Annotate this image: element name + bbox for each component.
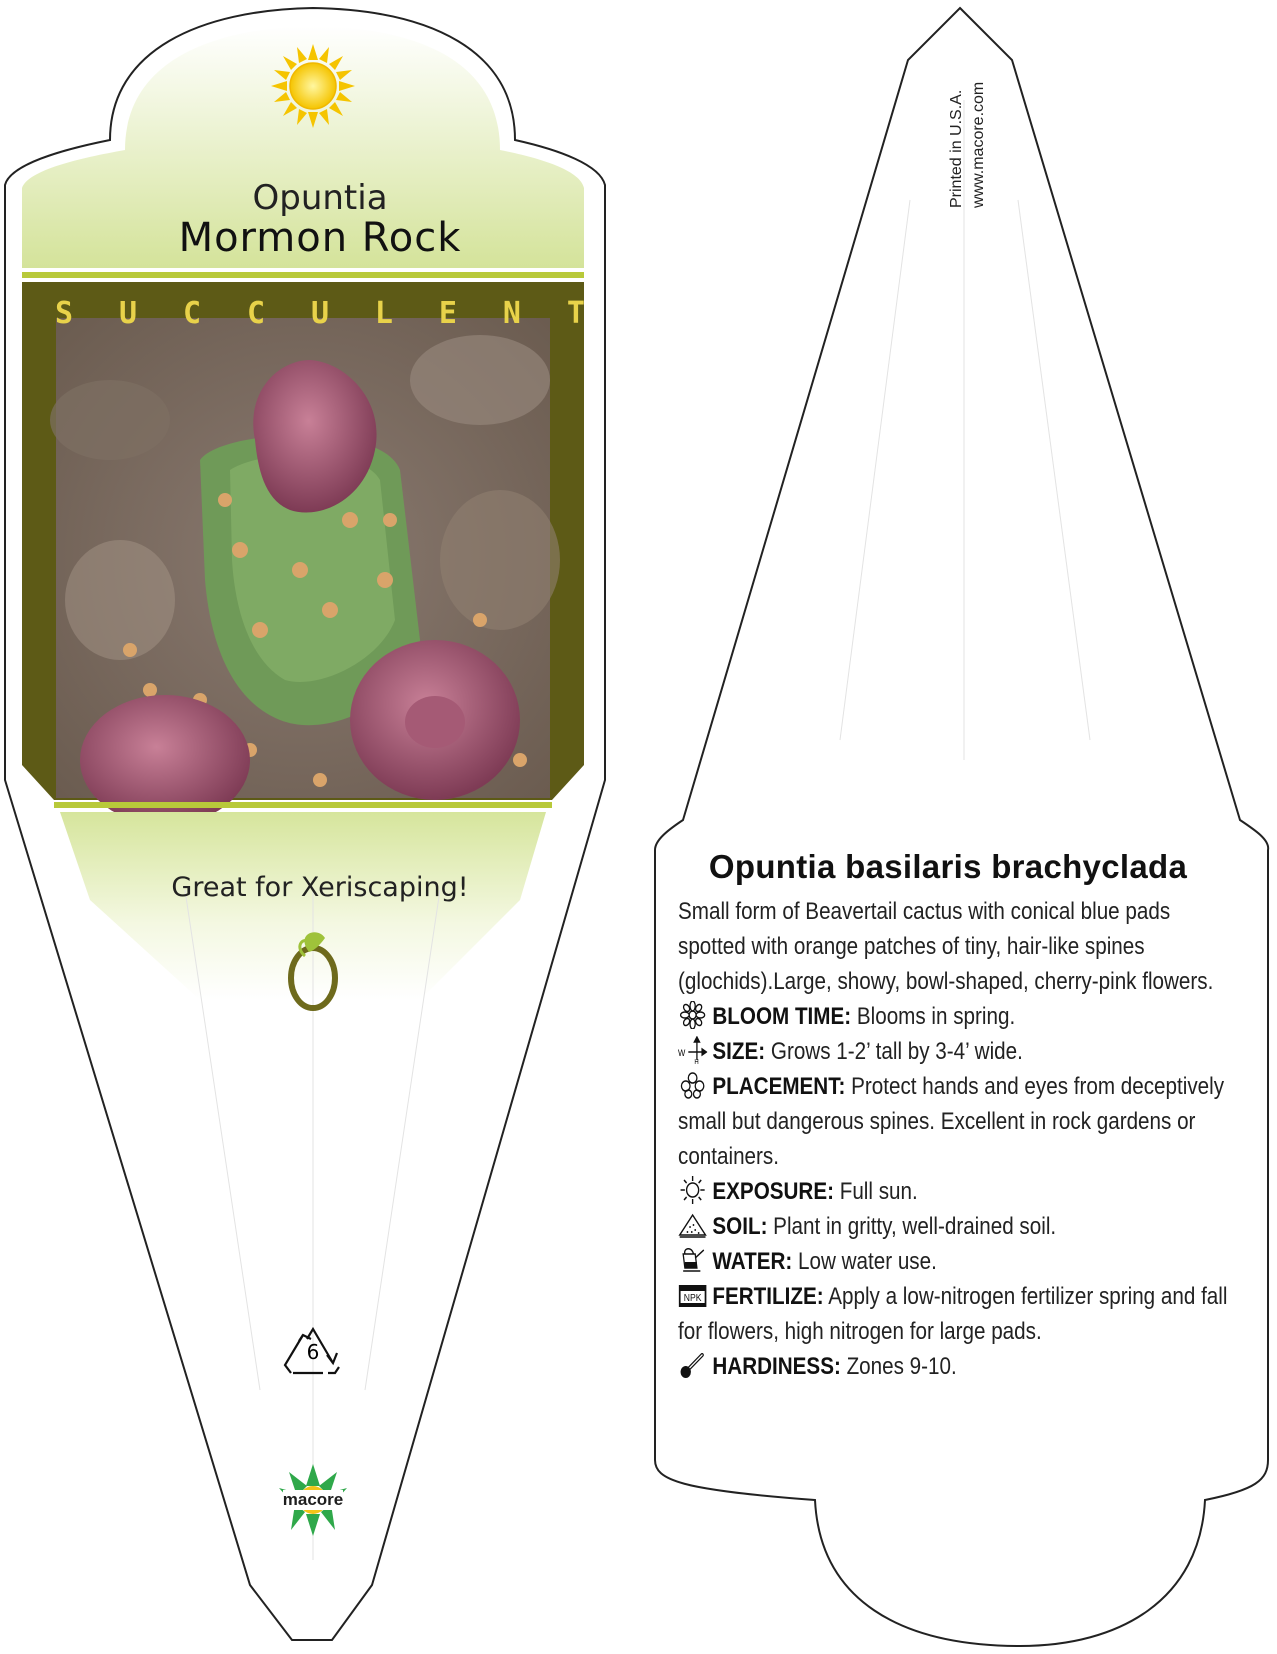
svg-text:NPK: NPK [683, 1292, 702, 1304]
attr-text: Apply a low-nitrogen fertilizer spring and fall for flowers, high nitrogen for large pads. [678, 1283, 1228, 1345]
flower-icon [678, 1001, 707, 1029]
attr-bloom [678, 999, 1237, 1034]
website: www.macore.com [970, 81, 987, 208]
svg-text:H: H [694, 1058, 699, 1064]
category-letter: U [118, 296, 138, 331]
category-letter: L [374, 296, 393, 331]
description: Small form of Beavertail cactus with conical blue pads spotted with orange patches of tiny, hair-like spines (glochids).Large, showy, bowl-shaped, cherry-pink flowers. [678, 898, 1214, 995]
printed-in: Printed in U.S.A. [948, 89, 965, 208]
watering-can-icon [678, 1246, 707, 1274]
attr-text: Plant in gritty, well-drained soil. [773, 1213, 1057, 1240]
attr-label: SIZE: [712, 1038, 766, 1065]
attr-label: FERTILIZE: [712, 1283, 824, 1310]
scientific-name: Opuntia basilaris brachyclada [708, 848, 1188, 885]
attr-text: Grows 1-2’ tall by 3-4’ wide. [770, 1038, 1023, 1065]
attr-fertilize [678, 1279, 1237, 1349]
category-letter: U [310, 296, 329, 331]
attr-label: PLACEMENT: [712, 1073, 846, 1100]
attr-text: Blooms in spring. [856, 1003, 1016, 1030]
category-letter: S [55, 296, 74, 331]
attr-text: Low water use. [798, 1248, 937, 1275]
category-letter: E [438, 296, 457, 331]
sun-icon [271, 44, 355, 128]
attr-label: HARDINESS: [712, 1353, 841, 1380]
plant-photo [50, 318, 560, 825]
placement-icon [678, 1071, 707, 1099]
attr-text: Zones 9-10. [846, 1353, 957, 1380]
category-letter: N [502, 296, 521, 331]
attr-label: EXPOSURE: [712, 1178, 834, 1205]
back-tag-outline [655, 8, 1268, 1646]
soil-icon [678, 1211, 707, 1239]
recycle-number: 6 [306, 1340, 320, 1364]
attr-text: Full sun. [839, 1178, 918, 1205]
attr-placement [678, 1069, 1237, 1174]
attr-soil [678, 1209, 1237, 1244]
thermometer-icon [678, 1351, 707, 1379]
category-label [55, 296, 585, 330]
attr-label: BLOOM TIME: [712, 1003, 852, 1030]
back-info [678, 848, 1238, 1384]
attr-label: SOIL: [712, 1213, 768, 1240]
brand-name: macore [282, 1490, 344, 1509]
attr-water [678, 1244, 1237, 1279]
attr-size [678, 1034, 1237, 1069]
attr-text: Protect hands and eyes from deceptively small but dangerous spines. Excellent in rock gardens or containers. [678, 1073, 1225, 1170]
npk-icon [678, 1281, 707, 1309]
plant-cultivar: Mormon Rock [178, 215, 462, 261]
sun-icon [678, 1176, 707, 1204]
attr-label: WATER: [712, 1248, 793, 1275]
svg-text:W: W [678, 1047, 686, 1059]
tagline: Great for Xeriscaping! [171, 872, 469, 903]
attr-hardiness [678, 1349, 1237, 1384]
category-letter: T [566, 296, 585, 331]
category-letter: C [246, 296, 266, 331]
size-icon [678, 1036, 707, 1064]
category-letter: C [182, 296, 202, 331]
attr-exposure [678, 1174, 1237, 1209]
plant-genus: Opuntia [252, 178, 388, 218]
